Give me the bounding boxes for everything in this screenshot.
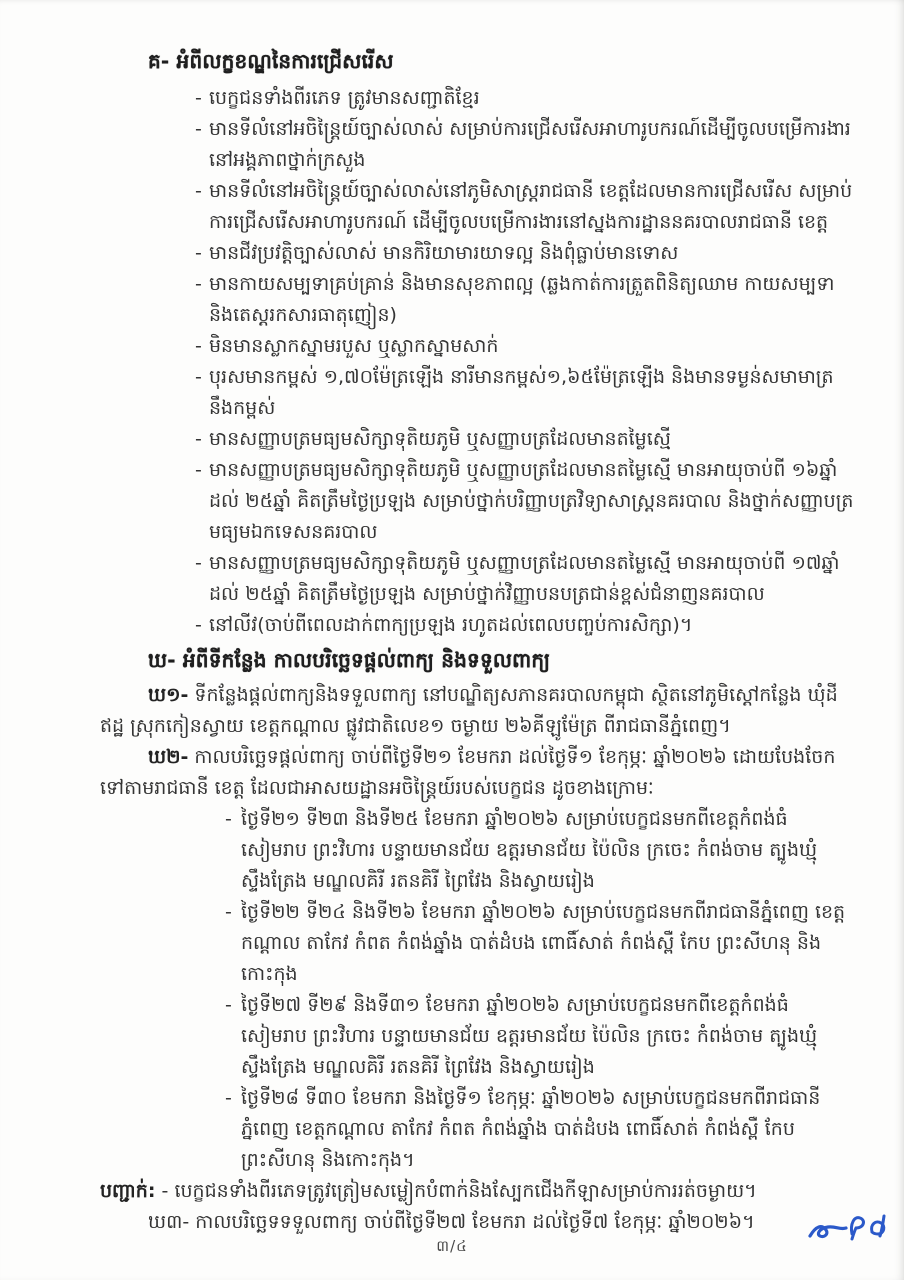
bullet-dash: - [195,118,202,140]
condition-text: មានទីលំនៅអចិន្ត្រៃយ៍ច្បាស់លាស់ សម្រាប់ការជ្រើសរើសអាហារូបករណ៍ដើម្បីចូលបម្រើការងារនៅអង្គភាពថ្នាក់ក្រសួង [209,118,851,171]
bullet-dash: - [195,180,202,202]
condition-text: មានសញ្ញាបត្រមធ្យមសិក្សាទុតិយភូមិ ឬសញ្ញាបត្រដែលមានតម្លៃស្មើ មានអាយុចាប់ពី ១៦ឆ្នាំ ដល់ ២៥ឆ្នាំ គិតត្រឹមថ្ងៃប្រឡង សម្រាប់ថ្នាក់បរិញ្ញាបត្រវិទ្យាសាស្ត្រនគរបាល និងថ្នាក់សញ្ញាបត្រមធ្យមឯកទេសនគរបាល [209,459,854,543]
bullet-dash: - [225,1087,232,1109]
page-content [100,46,854,1238]
condition-text: មានសញ្ញាបត្រមធ្យមសិក្សាទុតិយភូមិ ឬសញ្ញាបត្រដែលមានតម្លៃស្មើ [209,428,671,450]
bullet-dash: - [195,366,202,388]
schedule-paragraph-1 [100,680,854,742]
bullet-dash: - [195,242,202,264]
condition-text: មានកាយសម្បទាគ្រប់គ្រាន់ និងមានសុខភាពល្អ (ឆ្លងកាត់ការត្រួតពិនិត្យឈាម កាយសម្បទា និងតេស្តរកសារធាតុញៀន) [209,273,835,326]
bullet-dash: - [225,994,232,1016]
condition-item [195,362,854,424]
condition-item [195,331,854,362]
remark-dash: - [161,1180,169,1202]
schedule-paragraph-2 [100,742,854,804]
condition-text: មានសញ្ញាបត្រមធ្យមសិក្សាទុតិយភូមិ ឬសញ្ញាបត្រដែលមានតម្លៃស្មើ មានអាយុចាប់ពី ១៧ឆ្នាំ ដល់ ២៥ឆ្នាំ គិតត្រឹមថ្ងៃប្រឡង សម្រាប់ថ្នាក់វិញ្ញាបនបត្រជាន់ខ្ពស់ជំនាញនគរបាល [209,552,840,605]
bullet-dash: - [195,273,202,295]
bullet-dash: - [195,428,202,450]
condition-item [195,610,854,641]
paragraph-label: ឃ១- [148,684,189,706]
bullet-dash: - [195,614,202,636]
date-text: ថ្ងៃទី២៧ ទី២៩ និងទី៣១ ខែមករា ឆ្នាំ២០២៦ សម្រាប់បេក្ខជនមកពីខេត្តកំពង់ធំ សៀមរាប ព្រះវិហារ បន្ទាយមានជ័យ ឧត្តរមានជ័យ ប៉ៃលិន ក្រចេះ កំពង់ចាម ត្បូងឃ្មុំ ស្ទឹងត្រែង មណ្ឌលគិរី រតនគិរី ព្រៃវែង និងស្វាយរៀង [241,994,818,1078]
condition-text: នៅលីវ(ចាប់ពីពេលដាក់ពាក្យប្រឡង រហូតដល់ពេលបញ្ចប់ការសិក្សា)។ [209,614,693,636]
paragraph-text: កាលបរិច្ឆេទផ្តល់ពាក្យ ចាប់ពីថ្ងៃទី២១ ខែមករា ដល់ថ្ងៃទី១ ខែកុម្ភៈ ឆ្នាំ២០២៦ ដោយបែងចែកទៅតាមរាជធានី ខេត្ត ដែលជាអាសយដ្ឋានអចិន្ត្រៃយ៍របស់បេក្ខជន ដូចខាងក្រោមៈ [100,746,836,799]
remark-label: បញ្ជាក់: [100,1180,156,1202]
condition-text: បេក្ខជនទាំងពីរភេទ ត្រូវមានសញ្ជាតិខ្មែរ [209,87,480,109]
date-text: ថ្ងៃទី២៨ ទី៣០ ខែមករា និងថ្ងៃទី១ ខែកុម្ភៈ ឆ្នាំ២០២៦ សម្រាប់បេក្ខជនមកពីរាជធានីភ្នំពេញ ខេត្តកណ្តាល តាកែវ កំពត កំពង់ឆ្នាំង បាត់ដំបង ពោធិ៍សាត់ កំពង់ស្ពឺ កែប ព្រះសីហនុ និងកោះកុង។ [241,1087,821,1171]
bullet-dash: - [225,808,232,830]
paragraph-label: ឃ៣- [148,1211,190,1233]
condition-item [195,83,854,114]
section-conditions-heading: គ- អំពីលក្ខខណ្ឌនៃការជ្រើសរើស [148,49,394,73]
date-text: ថ្ងៃទី២១ ទី២៣ និងទី២៥ ខែមករា ឆ្នាំ២០២៦ សម្រាប់បេក្ខជនមកពីខេត្តកំពង់ធំ សៀមរាប ព្រះវិហារ បន្ទាយមានជ័យ ឧត្តរមានជ័យ ប៉ៃលិន ក្រចេះ កំពង់ចាម ត្បូងឃ្មុំ ស្ទឹងត្រែង មណ្ឌលគិរី រតនគិរី ព្រៃវែង និងស្វាយរៀង [241,808,818,892]
condition-item [195,238,854,269]
condition-item [195,548,854,610]
condition-item [195,269,854,331]
conditions-list [100,83,854,641]
bullet-dash: - [225,901,232,923]
condition-text: មានទីលំនៅអចិន្ត្រៃយ៍ច្បាស់លាស់នៅភូមិសាស្ត្ររាជធានី ខេត្តដែលមានការជ្រើសរើស សម្រាប់ការជ្រើសរើសអាហារូបករណ៍ ដើម្បីចូលបម្រើការងារនៅស្នងការដ្ឋាននគរបាលរាជធានី ខេត្ត [209,180,853,233]
condition-text: បុរសមានកម្ពស់ ១,៧០ម៉ែត្រឡើង នារីមានកម្ពស់១,៦៥ម៉ែត្រឡើង និងមានទម្ងន់សមាមាត្រនឹងកម្ពស់ [209,366,834,419]
condition-item [195,455,854,548]
remark-text: បេក្ខជនទាំងពីរភេទត្រូវត្រៀមសម្លៀកបំពាក់និងស្បែកជើងកីឡាសម្រាប់ការរត់ចម្ងាយ។ [174,1180,757,1202]
date-item [225,990,854,1083]
date-text: ថ្ងៃទី២២ ទី២៤ និងទី២៦ ខែមករា ឆ្នាំ២០២៦ សម្រាប់បេក្ខជនមកពីរាជធានីភ្នំពេញ ខេត្តកណ្តាល តាកែវ កំពត កំពង់ឆ្នាំង បាត់ដំបង ពោធិ៍សាត់ កំពង់ស្ពឺ កែប ព្រះសីហនុ និងកោះកុង [241,901,846,985]
bullet-dash: - [195,552,202,574]
paragraph-text: កាលបរិច្ឆេទទទួលពាក្យ ចាប់ពីថ្ងៃទី២៧ ខែមករា ដល់ថ្ងៃទី៧ ខែកុម្ភៈ ឆ្នាំ២០២៦។ [189,1211,755,1233]
bullet-dash: - [195,459,202,481]
date-item [225,897,854,990]
paragraph-text: ទីកន្លែងផ្តល់ពាក្យនិងទទួលពាក្យ នៅបណ្ឌិត្យសភានគរបាលកម្ពុជា ស្ថិតនៅភូមិស្ដៅកន្លែង ឃុំដីឥដ្ឋ ស្រុកកៀនស្វាយ ខេត្តកណ្តាល ផ្លូវជាតិលេខ១ ចម្ងាយ ២៦គីឡូម៉ែត្រ ពីរាជធានីភ្នំពេញ។ [100,684,838,737]
date-item [225,1083,854,1176]
date-item [225,804,854,897]
page-number: ៣/៤ [436,1237,468,1255]
condition-item [195,114,854,176]
bullet-dash: - [195,335,202,357]
application-dates-list [100,804,854,1176]
condition-item [195,176,854,238]
section-schedule-heading: ឃ- អំពីទីកន្លែង កាលបរិច្ឆេទផ្តល់ពាក្យ និងទទួលពាក្យ [148,648,551,672]
paragraph-label: ឃ២- [148,746,189,768]
condition-text: មានជីវប្រវត្តិច្បាស់លាស់ មានកិរិយាមារយាទល្អ និងពុំធ្លាប់មានទោស [209,242,679,264]
bullet-dash: - [195,87,202,109]
condition-item [195,424,854,455]
remark-line [100,1176,854,1207]
condition-text: មិនមានស្លាកស្នាមរបួស ឬស្លាកស្នាមសាក់ [209,335,499,357]
